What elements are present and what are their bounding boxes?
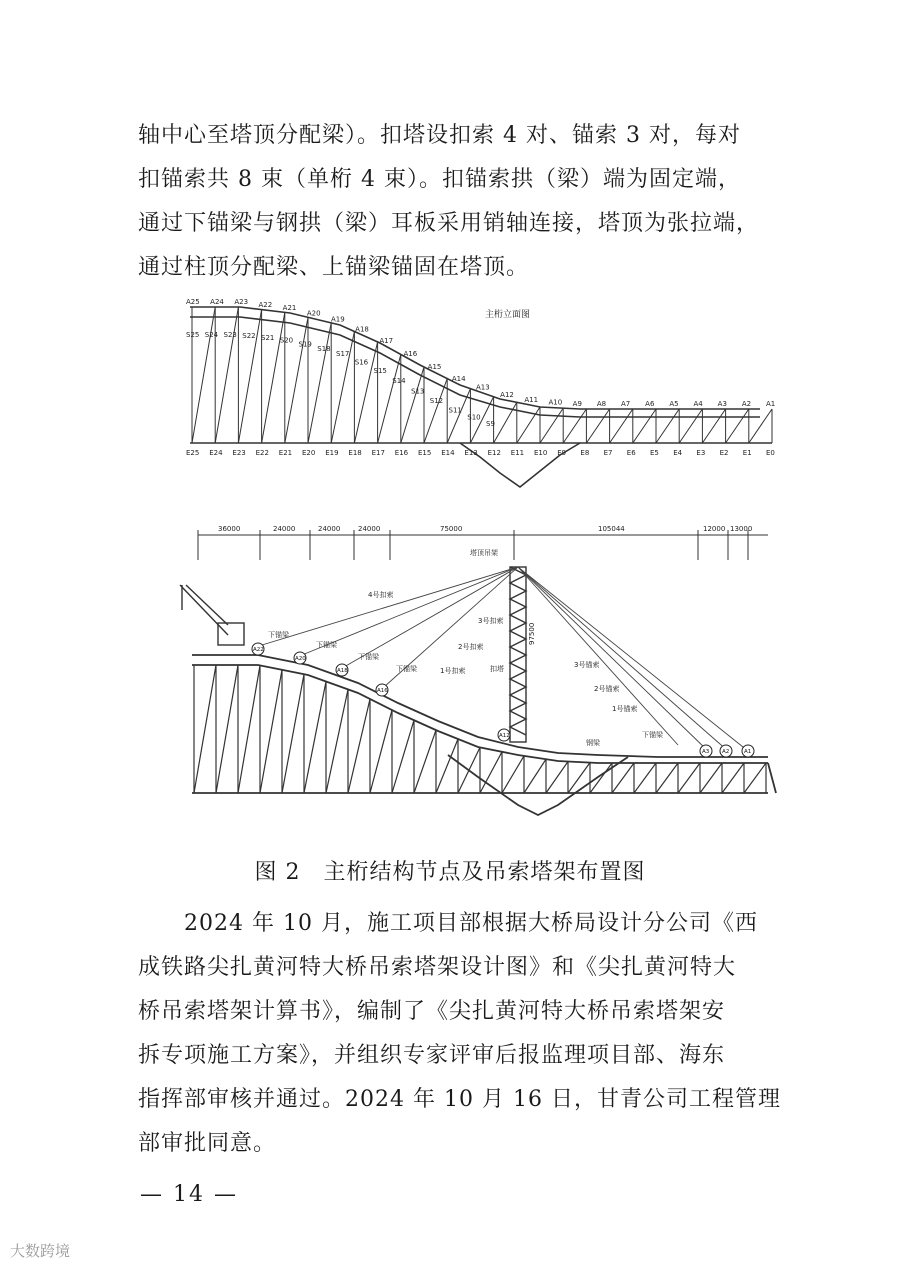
node-label: E18: [348, 449, 362, 457]
node-label: E5: [650, 449, 659, 457]
node-label: E25: [186, 449, 200, 457]
node-label: E4: [673, 449, 683, 457]
node-label: E22: [255, 449, 269, 457]
node-label: S21: [261, 334, 275, 343]
node-label: A12: [500, 391, 514, 400]
truss-diagonal: [702, 409, 725, 443]
figure-caption: 图 2 主桁结构节点及吊索塔架布置图: [254, 860, 646, 885]
node-label: E16: [394, 449, 409, 457]
dimension-label: 12000: [703, 525, 726, 533]
node-label: A1: [744, 749, 752, 755]
node-label: S22: [242, 331, 256, 340]
truss-diagonal: [610, 409, 633, 443]
truss-diagonal: [262, 312, 285, 443]
label-cable4: 4号扣索: [368, 591, 394, 599]
truss-diagonal: [546, 762, 568, 794]
truss-diagonal: [215, 307, 238, 443]
truss-diagonal: [563, 409, 586, 443]
node-label: S10: [467, 413, 481, 422]
dimension-label: 24000: [358, 525, 381, 533]
node-label: E7: [603, 449, 613, 457]
node-label: S14: [392, 377, 406, 386]
label-cable1: 1号扣索: [440, 667, 466, 675]
crane-icon: [180, 585, 244, 645]
node-label: E13: [464, 449, 478, 457]
node-label: A17: [379, 336, 394, 345]
node-label: E9: [557, 449, 567, 457]
node-label: E19: [325, 449, 339, 457]
node-label: E2: [719, 449, 729, 457]
truss-diagonal: [238, 665, 260, 793]
truss-diagonal: [216, 665, 238, 793]
text-line: 成铁路尖扎黄河特大桥吊索塔架设计图》和《尖扎黄河特大: [138, 955, 737, 980]
text-line: 扣锚索共 8 束（单桁 4 束）。扣锚索拱（梁）端为固定端，: [138, 167, 741, 192]
truss-diagonal: [749, 409, 772, 443]
node-label: E11: [510, 449, 525, 457]
truss-diagonal: [192, 307, 215, 443]
node-label: E1: [742, 449, 752, 457]
node-label: A20: [295, 656, 306, 662]
node-label: A25: [186, 298, 200, 306]
truss-diagonal: [656, 763, 678, 793]
node-label: S15: [373, 366, 387, 375]
node-label: A24: [210, 298, 224, 306]
dimension-label: 75000: [440, 525, 463, 533]
node-label: A9: [572, 399, 582, 408]
truss-diagonal: [260, 670, 282, 793]
node-label: A2: [722, 749, 730, 755]
node-label: A11: [524, 396, 539, 405]
node-label: E21: [278, 449, 293, 457]
node-label: A22: [253, 647, 264, 653]
node-label: A6: [645, 400, 655, 408]
dimension-label: 105044: [598, 525, 625, 533]
node-label: A18: [337, 668, 348, 674]
truss-diagonal: [326, 689, 348, 793]
node-label: S23: [223, 331, 237, 339]
node-label: S17: [336, 349, 350, 358]
node-label: A2: [741, 400, 752, 408]
label-steel-beam: 钢梁: [586, 739, 600, 747]
text-line: 拆专项施工方案》，并组织专家评审后报监理项目部、海东: [138, 1043, 726, 1068]
node-label: E12: [487, 449, 501, 457]
truss-diagonal: [458, 747, 480, 793]
node-label: E8: [580, 449, 590, 457]
truss-diagonal: [238, 310, 261, 443]
node-label: A19: [331, 315, 345, 324]
label-anchor3: 3号锚索: [574, 661, 600, 669]
figure-title: 主桁立面图: [485, 310, 531, 320]
truss-diagonal: [370, 710, 392, 793]
node-label: A4: [693, 400, 703, 408]
label-tower-top: 塔顶吊架: [470, 549, 498, 557]
text-line: 部审批同意。: [138, 1131, 277, 1156]
dimension-label: 24000: [273, 525, 296, 533]
label-cable2: 2号扣索: [458, 643, 484, 651]
node-label: A18: [355, 325, 369, 334]
node-label: A13: [476, 383, 490, 392]
truss-elevation-figure: [180, 295, 780, 510]
node-label: A1: [766, 400, 776, 408]
label-anchor1: 1号锚索: [612, 705, 638, 713]
node-label: A5: [669, 400, 679, 408]
dimension-label: 36000: [218, 525, 241, 533]
node-label: E23: [232, 449, 246, 457]
node-label: E15: [418, 449, 432, 457]
truss-diagonal: [194, 665, 216, 793]
label-lower-anchor: 下锚梁: [268, 631, 289, 639]
watermark: 大数跨境: [10, 1242, 71, 1260]
node-label: E17: [371, 449, 385, 457]
node-label: S16: [354, 358, 369, 367]
truss-diagonal: [424, 379, 447, 443]
node-label: A14: [451, 374, 466, 383]
truss-diagonal: [633, 409, 656, 443]
node-label: E10: [534, 449, 548, 457]
node-label: A7: [621, 400, 631, 408]
text-line: 2024 年 10 月，施工项目部根据大桥局设计分公司《西: [138, 911, 758, 936]
text-line: 轴中心至塔顶分配梁）。扣塔设扣索 4 对、锚索 3 对，每对: [138, 123, 741, 148]
node-label: S12: [429, 396, 444, 405]
paragraph-approval: [138, 902, 781, 1166]
node-label: S9: [486, 420, 495, 429]
truss-diagonal: [590, 763, 612, 793]
page-number: — 14 —: [140, 1182, 238, 1207]
truss-diagonal: [304, 681, 326, 793]
truss-diagonal: [679, 409, 702, 443]
truss-diagonal: [612, 763, 634, 793]
truss-diagonal: [524, 759, 546, 793]
truss-diagonal: [414, 730, 436, 793]
node-label: A12: [499, 733, 510, 739]
text-line: 桥吊索塔架计算书》，编制了《尖扎黄河特大桥吊索塔架安: [138, 999, 726, 1024]
node-label: A21: [282, 303, 297, 312]
node-label: E3: [696, 449, 706, 457]
text-line: 指挥部审核并通过。2024 年 10 月 16 日，甘青公司工程管理: [138, 1087, 781, 1112]
node-label: E24: [209, 449, 223, 457]
node-label: E6: [626, 449, 636, 457]
truss-diagonal: [436, 739, 458, 793]
label-lower-anchor: 下锚梁: [358, 653, 379, 661]
node-label: S13: [411, 387, 425, 396]
node-label: A23: [234, 298, 249, 307]
truss-diagonal: [744, 763, 766, 793]
node-label: A16: [377, 688, 388, 694]
truss-diagonal: [634, 763, 656, 793]
node-label: A16: [403, 350, 418, 359]
node-label: E0: [766, 449, 775, 457]
node-label: E20: [302, 449, 316, 457]
truss-diagonal: [656, 409, 679, 443]
truss-diagonal: [726, 409, 749, 443]
tower: [510, 567, 526, 742]
truss-diagonal: [586, 409, 609, 443]
truss-diagonal: [722, 763, 744, 793]
truss-diagonal: [348, 699, 370, 793]
node-label: A3: [702, 749, 710, 755]
label-cable3: 3号扣索: [478, 617, 504, 625]
node-label: S19: [298, 340, 312, 349]
paragraph-cable-description: [138, 114, 778, 290]
truss-diagonal: [678, 763, 700, 793]
label-tower-height: 97500: [528, 622, 536, 645]
label-lower-anchor: 下锚梁: [642, 731, 663, 739]
node-label: S25: [186, 331, 200, 339]
node-label: A15: [427, 362, 442, 371]
truss-diagonal: [282, 674, 304, 793]
label-lower-anchor: 下锚梁: [396, 665, 417, 673]
truss-diagonal: [392, 720, 414, 793]
truss-diagonal: [568, 763, 590, 793]
node-label: A22: [258, 300, 273, 309]
truss-diagonal: [502, 756, 524, 793]
label-lower-anchor: 下锚梁: [316, 641, 337, 649]
label-tower: 扣塔: [490, 665, 504, 673]
text-line: 通过下锚梁与钢拱（梁）耳板采用销轴连接，塔顶为张拉端，: [138, 211, 760, 236]
tower-cable-figure: [178, 515, 778, 845]
node-label: E14: [441, 449, 455, 457]
truss-diagonal: [331, 331, 354, 443]
label-anchor2: 2号锚索: [594, 685, 620, 693]
node-label: A3: [717, 400, 727, 408]
dimension-label: 24000: [318, 525, 341, 533]
node-label: S24: [204, 331, 219, 339]
text-line: 通过柱顶分配梁、上锚梁锚固在塔顶。: [138, 255, 530, 280]
truss-diagonal: [700, 763, 722, 793]
node-label: S18: [317, 344, 331, 353]
node-label: A10: [548, 398, 563, 407]
node-label: A8: [596, 400, 607, 408]
node-label: A20: [306, 309, 321, 318]
truss-diagonal: [540, 408, 563, 443]
dimension-label: 13000: [730, 525, 753, 533]
truss-diagonal: [354, 342, 377, 443]
node-label: S20: [279, 336, 294, 345]
node-label: S11: [448, 406, 462, 415]
